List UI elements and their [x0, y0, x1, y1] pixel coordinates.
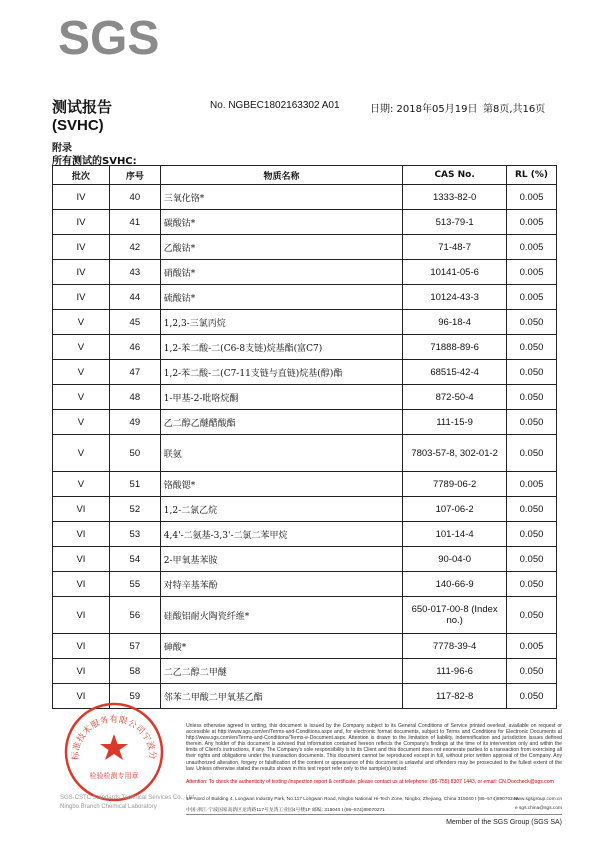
- cell-substance-name: 1,2-二氯乙烷: [160, 497, 402, 522]
- cell-number: 40: [109, 185, 160, 210]
- cell-substance-name: 硫酸钴*: [160, 285, 402, 310]
- cell-batch: IV: [53, 285, 110, 310]
- cell-reporting-limit: 0.050: [507, 684, 557, 709]
- header-no: 序号: [109, 166, 160, 185]
- cell-batch: IV: [53, 235, 110, 260]
- cell-substance-name: 硅酸铝耐火陶瓷纤维*: [160, 597, 402, 634]
- header-batch: 批次: [53, 166, 110, 185]
- contact-email: e sgs.china@sgs.com: [515, 806, 562, 811]
- cell-substance-name: 砷酸*: [160, 634, 402, 659]
- table-row: [53, 185, 557, 210]
- cell-batch: VI: [53, 572, 110, 597]
- cell-number: 44: [109, 285, 160, 310]
- cell-number: 53: [109, 522, 160, 547]
- cell-reporting-limit: 0.005: [507, 472, 557, 497]
- cell-cas-number: 90-04-0: [403, 547, 507, 572]
- cell-number: 50: [109, 435, 160, 472]
- address-cn: 中国·浙江·宁波国家高新区龙湾路117号龙湾工业园4号楼1F 邮编: 315040 t (86–574)89070271: [186, 808, 385, 813]
- cell-substance-name: 对特辛基苯酚: [160, 572, 402, 597]
- cell-substance-name: 二乙二醇二甲醚: [160, 659, 402, 684]
- report-date: 日期: 2018年05月19日: [370, 104, 478, 115]
- cell-cas-number: 101-14-4: [403, 522, 507, 547]
- table-row: [53, 410, 557, 435]
- table-row: [53, 634, 557, 659]
- cell-batch: VI: [53, 659, 110, 684]
- cell-substance-name: 1,2-苯二酸-二(C6-8支链)烷基酯(富C7): [160, 335, 402, 360]
- svhc-table: [52, 165, 557, 709]
- cell-batch: VI: [53, 597, 110, 634]
- cell-reporting-limit: 0.050: [507, 572, 557, 597]
- cell-reporting-limit: 0.050: [507, 310, 557, 335]
- cell-number: 51: [109, 472, 160, 497]
- cell-cas-number: 7803-57-8, 302-01-2: [403, 435, 507, 472]
- cell-reporting-limit: 0.005: [507, 285, 557, 310]
- cell-batch: V: [53, 360, 110, 385]
- cell-reporting-limit: 0.005: [507, 210, 557, 235]
- cell-reporting-limit: 0.005: [507, 185, 557, 210]
- cell-cas-number: 117-82-8: [403, 684, 507, 709]
- cell-number: 56: [109, 597, 160, 634]
- header-cas: CAS No.: [403, 166, 507, 185]
- cell-substance-name: 1,2,3-三氯丙烷: [160, 310, 402, 335]
- cell-batch: VI: [53, 684, 110, 709]
- address-en: 1/F Nord of Building 4, Longwan Industry Park, No.117 Longwan Road, Ningbo National Hi-Tech Zone, Ningbo, Zhejiang, China 315040 t (86–574)89070249: [186, 797, 519, 802]
- cell-reporting-limit: 0.050: [507, 547, 557, 572]
- cell-reporting-limit: 0.050: [507, 522, 557, 547]
- cell-number: 43: [109, 260, 160, 285]
- table-row: [53, 210, 557, 235]
- table-row: [53, 360, 557, 385]
- table-row: [53, 572, 557, 597]
- cell-batch: VI: [53, 547, 110, 572]
- sgs-member-line: Member of the SGS Group (SGS SA): [446, 819, 562, 826]
- cell-cas-number: 111-96-6: [403, 659, 507, 684]
- page-indicator: 第8页,共16页: [483, 104, 546, 115]
- seal-ring-text: 标准技术服务有限公司宁波分: [70, 715, 158, 761]
- cell-number: 42: [109, 235, 160, 260]
- cell-number: 58: [109, 659, 160, 684]
- table-row: [53, 235, 557, 260]
- sgs-logo: [56, 14, 176, 60]
- cell-substance-name: 碳酸钴*: [160, 210, 402, 235]
- cell-cas-number: 71-48-7: [403, 235, 507, 260]
- table-row: [53, 385, 557, 410]
- cell-reporting-limit: 0.050: [507, 335, 557, 360]
- table-row: [53, 260, 557, 285]
- inspection-seal: [62, 700, 166, 804]
- table-row: [53, 497, 557, 522]
- website: www.sgsgroup.com.cn: [514, 797, 562, 802]
- cell-cas-number: 10124-43-3: [403, 285, 507, 310]
- cell-substance-name: 4,4'-二氨基-3,3'-二氯二苯甲烷: [160, 522, 402, 547]
- cell-batch: VI: [53, 522, 110, 547]
- cell-cas-number: 111-15-9: [403, 410, 507, 435]
- cell-cas-number: 650-017-00-8 (Index no.): [403, 597, 507, 634]
- cell-substance-name: 1,2-苯二酸-二(C7-11支链与直链)烷基(醇)酯: [160, 360, 402, 385]
- cell-substance-name: 乙二醇乙醚醋酸酯: [160, 410, 402, 435]
- cell-number: 49: [109, 410, 160, 435]
- cell-cas-number: 513-79-1: [403, 210, 507, 235]
- cell-cas-number: 71888-89-6: [403, 335, 507, 360]
- cell-batch: IV: [53, 260, 110, 285]
- cell-reporting-limit: 0.050: [507, 360, 557, 385]
- cell-batch: VI: [53, 634, 110, 659]
- appendix-label: 附录: [52, 143, 72, 154]
- cell-cas-number: 107-06-2: [403, 497, 507, 522]
- cell-number: 47: [109, 360, 160, 385]
- cell-number: 57: [109, 634, 160, 659]
- table-row: [53, 547, 557, 572]
- cell-substance-name: 乙酸钴*: [160, 235, 402, 260]
- sgs-logo-text: SGS: [58, 14, 160, 60]
- cell-reporting-limit: 0.050: [507, 497, 557, 522]
- cell-cas-number: 7778-39-4: [403, 634, 507, 659]
- cell-cas-number: 7789-06-2: [403, 472, 507, 497]
- cell-number: 45: [109, 310, 160, 335]
- legal-disclaimer: Unless otherwise agreed in writing, this document is issued by the Company subject to its General Conditions of Service printed overleaf, available on request or accessible at http://www.sgs.com/en/Terms-and-Conditions.aspx and, for electronic format documents, subject to Terms and Conditions for Electronic Documents at http://www.sgs.com/en/Terms-and-Conditions/Terms-e-Document.aspx. Attention is drawn to the limitation of liability, indemnification and jurisdiction issues defined therein. Any holder of this document is advised that information contained hereon reflects the Company's findings at the time of its intervention only and within the limits of Client's instructions, if any. The Company's sole responsibility is to its Client and this document does not exonerate parties to a transaction from exercising all their rights and obligations under the transaction documents. This document cannot be reproduced except in full, without prior written approval of the Company. Any unauthorized alteration, forgery or falsification of the content or appearance of this document is unlawful and offenders may be prosecuted to the fullest extent of the law. Unless otherwise stated the results shown in this test report refer only to the sample(s) tested.: [186, 723, 562, 772]
- cell-substance-name: 2-甲氧基苯胺: [160, 547, 402, 572]
- cell-substance-name: 联氨: [160, 435, 402, 472]
- cell-substance-name: 硝酸钴*: [160, 260, 402, 285]
- cell-number: 54: [109, 547, 160, 572]
- header-substance: 物质名称: [160, 166, 402, 185]
- section-subtitle: 所有测试的SVHC:: [52, 156, 137, 167]
- cell-reporting-limit: 0.050: [507, 385, 557, 410]
- cell-batch: VI: [53, 497, 110, 522]
- seal-caption-en: SGS-CSTC Standards Technical Services Co., Ltd.: [60, 795, 196, 801]
- report-title-cn: 测试报告: [52, 98, 113, 116]
- cell-number: 52: [109, 497, 160, 522]
- header-rl: RL (%): [507, 166, 557, 185]
- table-row: [53, 597, 557, 634]
- report-number: No. NGBEC1802163302 A01: [210, 100, 340, 111]
- cell-cas-number: 10141-05-6: [403, 260, 507, 285]
- table-header-row: [53, 166, 557, 185]
- cell-reporting-limit: 0.050: [507, 410, 557, 435]
- cell-batch: V: [53, 410, 110, 435]
- cell-number: 59: [109, 684, 160, 709]
- cell-batch: V: [53, 435, 110, 472]
- cell-reporting-limit: 0.050: [507, 597, 557, 634]
- table-row: [53, 659, 557, 684]
- table-row: [53, 472, 557, 497]
- cell-number: 55: [109, 572, 160, 597]
- cell-cas-number: 96-18-4: [403, 310, 507, 335]
- report-title-en: (SVHC): [52, 117, 104, 134]
- table-row: [53, 335, 557, 360]
- authenticity-notice: Attention: To check the authenticity of testing /inspection report & certificate, please contact us at telephone: (86-755) 8307 1443, or email: CN.Doccheck@sgs.com: [186, 779, 554, 785]
- cell-substance-name: 邻苯二甲酸二甲氧基乙酯: [160, 684, 402, 709]
- cell-cas-number: 140-66-9: [403, 572, 507, 597]
- cell-number: 41: [109, 210, 160, 235]
- cell-reporting-limit: 0.005: [507, 235, 557, 260]
- cell-number: 48: [109, 385, 160, 410]
- table-row: [53, 310, 557, 335]
- cell-batch: V: [53, 472, 110, 497]
- cell-substance-name: 三氧化铬*: [160, 185, 402, 210]
- cell-substance-name: 铬酸锶*: [160, 472, 402, 497]
- cell-reporting-limit: 0.005: [507, 634, 557, 659]
- cell-cas-number: 68515-42-4: [403, 360, 507, 385]
- table-row: [53, 435, 557, 472]
- footer-divider: [186, 814, 562, 815]
- seal-center-text: 检验检测专用章: [89, 772, 139, 780]
- cell-cas-number: 1333-82-0: [403, 185, 507, 210]
- cell-batch: IV: [53, 210, 110, 235]
- cell-reporting-limit: 0.050: [507, 659, 557, 684]
- cell-batch: IV: [53, 185, 110, 210]
- cell-batch: V: [53, 385, 110, 410]
- table-row: [53, 285, 557, 310]
- seal-caption-lab: Ningbo Branch Chemical Laboratory: [60, 804, 157, 810]
- cell-cas-number: 872-50-4: [403, 385, 507, 410]
- cell-reporting-limit: 0.050: [507, 435, 557, 472]
- cell-reporting-limit: 0.005: [507, 260, 557, 285]
- cell-batch: V: [53, 335, 110, 360]
- table-row: [53, 522, 557, 547]
- cell-substance-name: 1-甲基-2-吡咯烷酮: [160, 385, 402, 410]
- cell-batch: V: [53, 310, 110, 335]
- cell-number: 46: [109, 335, 160, 360]
